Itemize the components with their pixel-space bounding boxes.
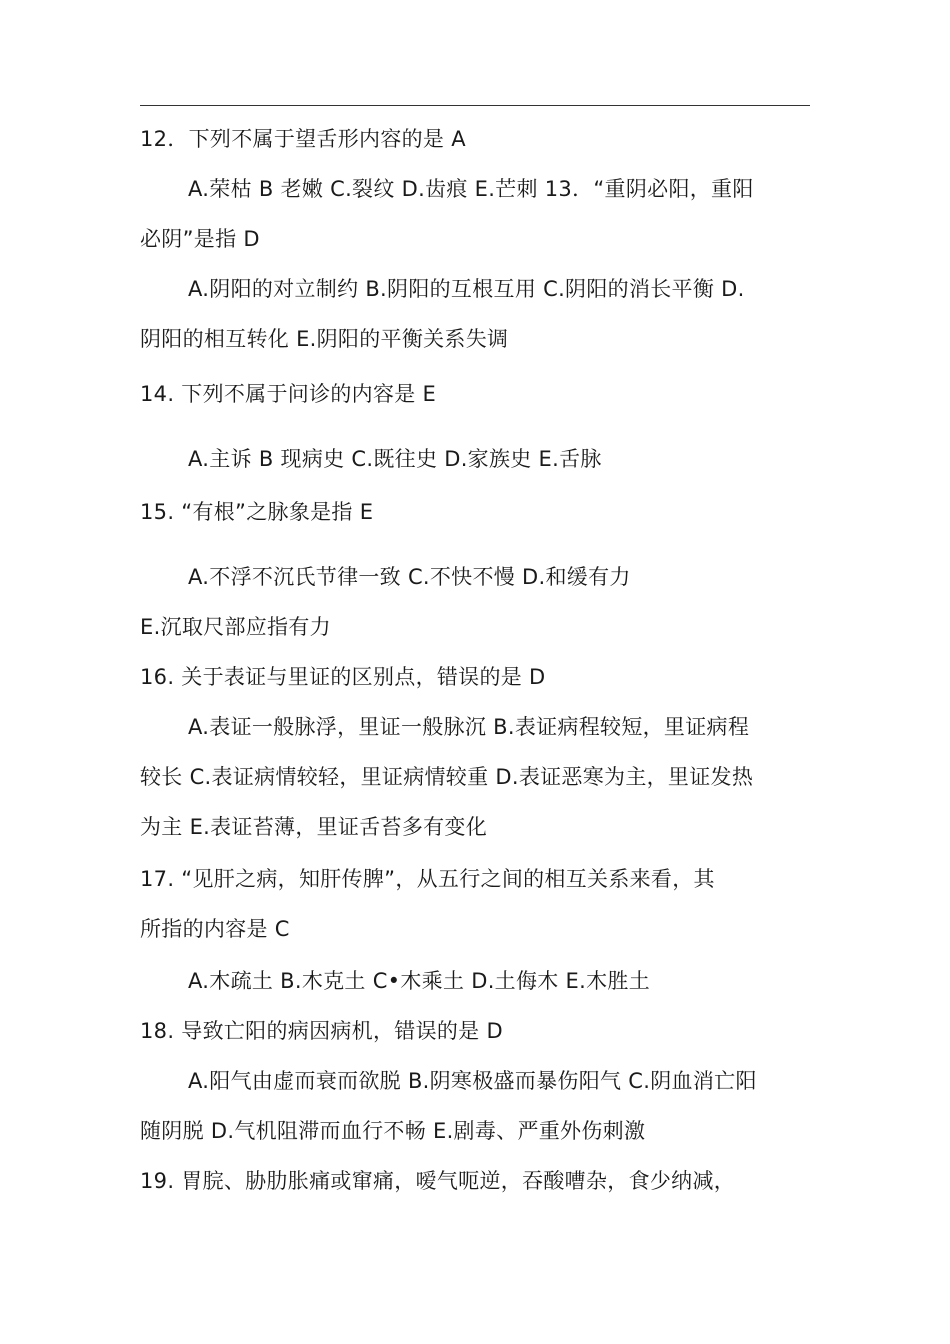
- question-14-options: A.主诉 B 现病史 C.既往史 D.家族史 E.舌脉: [188, 447, 602, 471]
- header-rule: [140, 105, 810, 106]
- question-19-stem: 19. 胃脘、胁肋胀痛或窜痛，嗳气呃逆，吞酸嘈杂，食少纳减，: [140, 1169, 736, 1193]
- question-15-options: A.不浮不沉氏节律一致 C.不快不慢 D.和缓有力: [188, 565, 631, 589]
- question-16-options-cont-1: 较长 C.表证病情较轻，里证病情较重 D.表证恶寒为主，里证发热: [140, 765, 754, 789]
- question-18-options-cont: 随阴脱 D.气机阻滞而血行不畅 E.剧毒、严重外伤刺激: [140, 1119, 646, 1143]
- question-17-stem: 17. “见肝之病，知肝传脾”，从五行之间的相互关系来看，其: [140, 867, 715, 891]
- question-17-options: A.木疏土 B.木克土 C•木乘土 D.土侮木 E.木胜土: [188, 969, 650, 993]
- question-17-stem-cont: 所指的内容是 C: [140, 917, 290, 941]
- question-12-stem: 12．下列不属于望舌形内容的是 A: [140, 127, 466, 151]
- question-15-stem: 15. “有根”之脉象是指 E: [140, 500, 374, 524]
- question-18-options: A.阳气由虚而衰而欲脱 B.阴寒极盛而暴伤阳气 C.阴血消亡阳: [188, 1069, 757, 1093]
- question-13-options-cont: 阴阳的相互转化 E.阴阳的平衡关系失调: [140, 327, 509, 351]
- question-16-options: A.表证一般脉浮，里证一般脉沉 B.表证病程较短，里证病程: [188, 715, 750, 739]
- question-12-options: A.荣枯 B 老嫩 C.裂纹 D.齿痕 E.芒刺 13．“重阴必阳，重阳: [188, 177, 754, 201]
- question-18-stem: 18. 导致亡阳的病因病机，错误的是 D: [140, 1019, 503, 1043]
- question-16-stem: 16. 关于表证与里证的区别点，错误的是 D: [140, 665, 546, 689]
- question-15-options-cont: E.沉取尺部应指有力: [140, 615, 331, 639]
- question-14-stem: 14. 下列不属于问诊的内容是 E: [140, 382, 437, 406]
- question-13-stem-cont: 必阴”是指 D: [140, 227, 260, 251]
- question-16-options-cont-2: 为主 E.表证苔薄，里证舌苔多有变化: [140, 815, 488, 839]
- question-13-options: A.阴阳的对立制约 B.阴阳的互根互用 C.阴阳的消长平衡 D.: [188, 277, 745, 301]
